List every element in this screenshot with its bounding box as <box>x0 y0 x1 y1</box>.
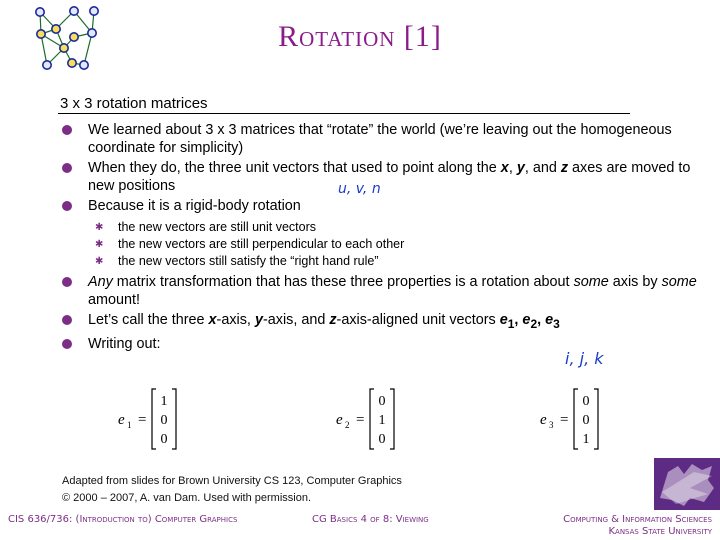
attribution-line: Adapted from slides for Brown University CS 123, Computer Graphics <box>62 475 402 487</box>
svg-text:0: 0 <box>160 432 168 447</box>
footer-course: CIS 636/736: (Introduction to) Computer Graphics <box>8 514 238 525</box>
matrix-e3 <box>536 384 616 454</box>
handwritten-uvn-note: u, v, n <box>338 181 381 197</box>
svg-text:0: 0 <box>378 394 386 409</box>
svg-text:0: 0 <box>160 413 168 428</box>
svg-text:0: 0 <box>378 432 386 447</box>
footer-university-line: Kansas State University <box>608 526 712 537</box>
svg-text:=: = <box>356 412 365 428</box>
subtitle-underline <box>58 113 630 114</box>
svg-text:e: e <box>118 412 125 428</box>
svg-text:e: e <box>336 412 343 428</box>
sub-bullet-list <box>88 219 700 270</box>
svg-text:=: = <box>560 412 569 428</box>
svg-text:1: 1 <box>378 413 386 428</box>
bullet-item: When they do, the three unit vectors that used to point along the x, y, and z axes are moved to new positions <box>60 159 700 195</box>
footer-department-line: Computing & Information Sciences <box>563 514 712 525</box>
svg-text:2: 2 <box>345 420 350 430</box>
footer-lecture: CG Basics 4 of 8: Viewing <box>312 514 429 525</box>
svg-text:e: e <box>540 412 547 428</box>
handwritten-ijk-note: i, j, k <box>565 349 604 368</box>
matrix-e2 <box>332 384 412 454</box>
sub-bullet-item: ✱ the new vectors are still unit vectors <box>88 219 700 236</box>
bullet-item: We learned about 3 x 3 matrices that “rotate” the world (we’re leaving out the homogeneous coordinate for simplicity) <box>60 121 700 157</box>
svg-text:1: 1 <box>160 394 168 409</box>
attribution-line: © 2000 – 2007, A. van Dam. Used with permission. <box>62 492 312 504</box>
bullet-item: Any matrix transformation that has these three properties is a rotation about some axis by some amount! <box>60 273 700 309</box>
svg-text:1: 1 <box>582 432 590 447</box>
svg-text:0: 0 <box>582 394 590 409</box>
bullet-list <box>60 121 700 355</box>
svg-text:1: 1 <box>127 420 132 430</box>
section-subtitle: 3 x 3 rotation matrices <box>60 95 208 112</box>
sub-bullet-item: ✱ the new vectors still satisfy the “right hand rule” <box>88 253 700 270</box>
bullet-item: Writing out: <box>60 335 700 353</box>
wildcat-logo <box>654 458 720 510</box>
svg-text:0: 0 <box>582 413 590 428</box>
footer-department <box>472 514 712 538</box>
svg-text:=: = <box>138 412 147 428</box>
bullet-item: Let’s call the three x-axis, y-axis, and z-axis-aligned unit vectors $e_1$, $e_2$, $e_3$ <box>60 311 700 333</box>
matrix-e1 <box>114 384 194 454</box>
slide-title: Rotation [1] <box>278 20 442 53</box>
bullet-item: Because it is a rigid-body rotation ✱ the new vectors are still unit vectors ✱ the new vectors are still perpendicular to each other ✱ the new vectors still satisfy the “right hand rule” <box>60 197 700 270</box>
sub-bullet-item: ✱ the new vectors are still perpendicular to each other <box>88 236 700 253</box>
svg-text:3: 3 <box>549 420 554 430</box>
attribution-text <box>62 473 402 507</box>
